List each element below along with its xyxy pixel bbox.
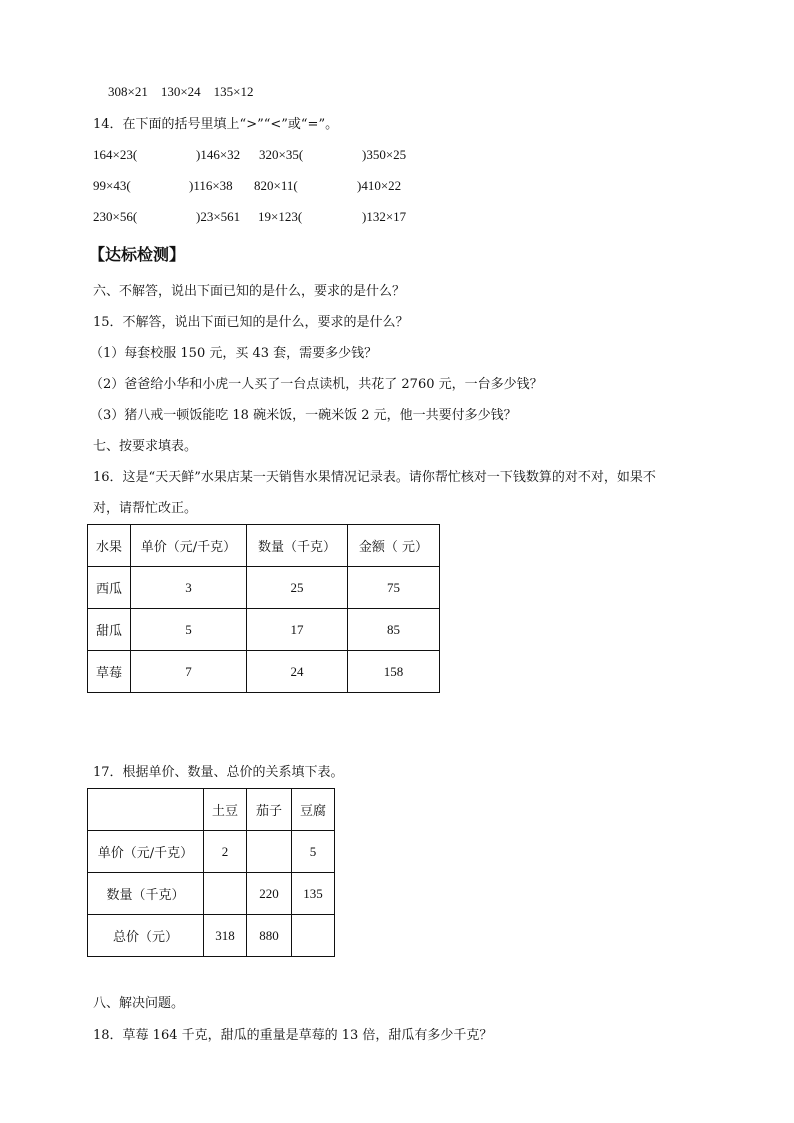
q15-item-2: （2）爸爸给小华和小虎一人买了一台点读机，共花了 2760 元，一台多少钱？: [90, 377, 543, 392]
q14-title: 14．在下面的括号里填上“>”“<”或“=”。: [93, 117, 339, 132]
q14-r2-d: )410×22: [357, 178, 402, 193]
header-cell: 土豆: [204, 789, 247, 831]
q14-r1-d: )350×25: [362, 147, 407, 162]
q16-title-line1: 16．这是“天天鲜”水果店某一天销售水果情况记录表。请你帮忙核对一下钱数算的对不对，如果不: [93, 470, 656, 485]
header-cell: 水果: [88, 525, 131, 567]
q14-r2-b: )116×38: [189, 178, 233, 193]
table-cell: 24: [247, 651, 348, 693]
table-cell: 西瓜: [88, 567, 131, 609]
table-row: [88, 873, 335, 915]
section-heading: 【达标检测】: [89, 245, 186, 264]
table-cell: 318: [204, 915, 247, 957]
header-cell: 茄子: [247, 789, 292, 831]
table-row: [88, 651, 440, 693]
header-cell: [88, 789, 204, 831]
table-row: [88, 831, 335, 873]
section-7-title: 七、按要求填表。: [93, 439, 198, 454]
q16-title-line2: 对，请帮忙改正。: [93, 501, 198, 516]
q14-r1-a: 164×23(: [93, 147, 138, 162]
section-6-title: 六、不解答，说出下面已知的是什么，要求的是什么？: [93, 284, 406, 299]
table-cell: 25: [247, 567, 348, 609]
price-quantity-table: [87, 788, 335, 957]
header-cell: 金额（ 元）: [348, 525, 440, 567]
table-row: [88, 567, 440, 609]
q15-item-1: （1）每套校服 150 元，买 43 套，需要多少钱？: [90, 346, 378, 361]
table-cell: 草莓: [88, 651, 131, 693]
fruit-sales-table: [87, 524, 440, 693]
table-row: [88, 915, 335, 957]
q14-r1-b: )146×32: [196, 147, 241, 162]
table-header-row: [88, 789, 335, 831]
q15-title: 15．不解答，说出下面已知的是什么，要求的是什么？: [93, 315, 409, 330]
q17-title: 17．根据单价、数量、总价的关系填下表。: [93, 765, 344, 780]
table-cell: 5: [131, 609, 247, 651]
table-cell: 220: [247, 873, 292, 915]
q14-r3-b: )23×561: [196, 209, 241, 224]
table-header-row: [88, 525, 440, 567]
table-cell: 甜瓜: [88, 609, 131, 651]
header-cell: 数量（千克）: [247, 525, 348, 567]
table-cell: 2: [204, 831, 247, 873]
table-cell: 5: [292, 831, 335, 873]
table-cell: 数量（千克）: [88, 873, 204, 915]
table-cell: 158: [348, 651, 440, 693]
header-cell: 豆腐: [292, 789, 335, 831]
table-cell: 3: [131, 567, 247, 609]
q14-r3-a: 230×56(: [93, 209, 138, 224]
table-row: [88, 609, 440, 651]
table-cell: [292, 915, 335, 957]
table-cell: [204, 873, 247, 915]
q14-r1-c: 320×35(: [259, 147, 304, 162]
table-cell: 135: [292, 873, 335, 915]
q14-r3-c: 19×123(: [258, 209, 303, 224]
table-cell: [247, 831, 292, 873]
section-8-title: 八、解决问题。: [93, 996, 185, 1011]
top-expressions: 308×21 130×24 135×12: [108, 84, 254, 99]
q14-r2-a: 99×43(: [93, 178, 131, 193]
q14-r2-c: 820×11(: [254, 178, 298, 193]
q14-r3-d: )132×17: [362, 209, 407, 224]
table-cell: 17: [247, 609, 348, 651]
q18-text: 18．草莓 164 千克，甜瓜的重量是草莓的 13 倍，甜瓜有多少千克？: [93, 1028, 493, 1043]
header-cell: 单价（元/千克）: [131, 525, 247, 567]
table-cell: 85: [348, 609, 440, 651]
q15-item-3: （3）猪八戒一顿饭能吃 18 碗米饭，一碗米饭 2 元，他一共要付多少钱？: [90, 408, 517, 423]
table-cell: 7: [131, 651, 247, 693]
table-cell: 总价（元）: [88, 915, 204, 957]
table-cell: 880: [247, 915, 292, 957]
table-cell: 单价（元/千克）: [88, 831, 204, 873]
table-cell: 75: [348, 567, 440, 609]
